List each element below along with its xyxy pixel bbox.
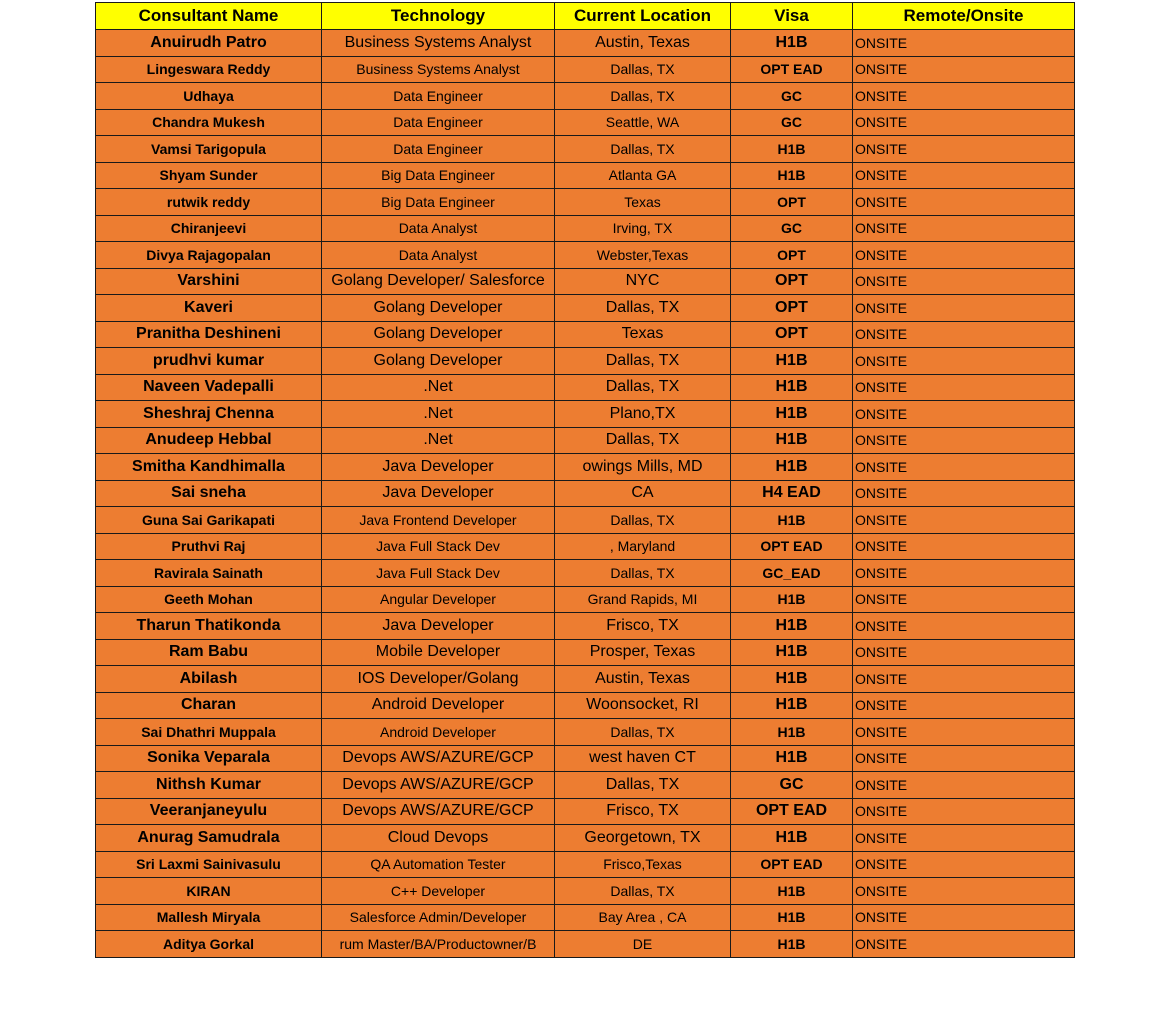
table-row bbox=[96, 904, 1075, 931]
cell-consultant-name[interactable]: Naveen Vadepalli bbox=[96, 374, 322, 401]
cell-technology[interactable]: Golang Developer bbox=[322, 348, 555, 375]
table-row bbox=[96, 268, 1075, 295]
table-row bbox=[96, 189, 1075, 216]
cell-remote-onsite[interactable]: ONSITE bbox=[853, 268, 1075, 295]
cell-visa[interactable]: H1B bbox=[731, 878, 853, 905]
cell-remote-onsite[interactable]: ONSITE bbox=[853, 666, 1075, 693]
cell-current-location[interactable]: Dallas, TX bbox=[555, 878, 731, 905]
cell-remote-onsite[interactable]: ONSITE bbox=[853, 878, 1075, 905]
cell-visa[interactable]: H1B bbox=[731, 30, 853, 57]
cell-technology[interactable]: Devops AWS/AZURE/GCP bbox=[322, 745, 555, 772]
cell-consultant-name[interactable]: Chandra Mukesh bbox=[96, 109, 322, 136]
cell-remote-onsite[interactable]: ONSITE bbox=[853, 639, 1075, 666]
cell-current-location[interactable]: Seattle, WA bbox=[555, 109, 731, 136]
header-current-location[interactable]: Current Location bbox=[555, 3, 731, 30]
cell-technology[interactable]: Java Developer bbox=[322, 480, 555, 507]
cell-current-location[interactable]: Dallas, TX bbox=[555, 56, 731, 83]
table-row bbox=[96, 639, 1075, 666]
cell-current-location[interactable]: Dallas, TX bbox=[555, 83, 731, 110]
cell-current-location[interactable]: owings Mills, MD bbox=[555, 454, 731, 481]
cell-technology[interactable]: Data Analyst bbox=[322, 242, 555, 269]
cell-visa[interactable]: OPT bbox=[731, 189, 853, 216]
cell-remote-onsite[interactable]: ONSITE bbox=[853, 109, 1075, 136]
cell-visa[interactable]: OPT bbox=[731, 295, 853, 322]
cell-remote-onsite[interactable]: ONSITE bbox=[853, 401, 1075, 428]
cell-visa[interactable]: H1B bbox=[731, 692, 853, 719]
cell-remote-onsite[interactable]: ONSITE bbox=[853, 931, 1075, 958]
cell-current-location[interactable]: Austin, Texas bbox=[555, 666, 731, 693]
cell-consultant-name[interactable]: Sai Dhathri Muppala bbox=[96, 719, 322, 746]
cell-remote-onsite[interactable]: ONSITE bbox=[853, 454, 1075, 481]
cell-technology[interactable]: IOS Developer/Golang bbox=[322, 666, 555, 693]
table-row bbox=[96, 427, 1075, 454]
cell-consultant-name[interactable]: Mallesh Miryala bbox=[96, 904, 322, 931]
table-body bbox=[96, 30, 1075, 958]
table-row bbox=[96, 772, 1075, 799]
table-row bbox=[96, 560, 1075, 587]
cell-visa[interactable]: H1B bbox=[731, 825, 853, 852]
cell-remote-onsite[interactable]: ONSITE bbox=[853, 83, 1075, 110]
cell-current-location[interactable]: Webster,Texas bbox=[555, 242, 731, 269]
cell-technology[interactable]: Java Developer bbox=[322, 454, 555, 481]
cell-technology[interactable]: Golang Developer bbox=[322, 321, 555, 348]
table-row bbox=[96, 401, 1075, 428]
cell-remote-onsite[interactable]: ONSITE bbox=[853, 586, 1075, 613]
cell-technology[interactable]: Data Engineer bbox=[322, 83, 555, 110]
cell-technology[interactable]: Data Analyst bbox=[322, 215, 555, 242]
cell-visa[interactable]: H1B bbox=[731, 586, 853, 613]
cell-current-location[interactable]: CA bbox=[555, 480, 731, 507]
consultant-table bbox=[95, 2, 1075, 958]
cell-consultant-name[interactable]: Pruthvi Raj bbox=[96, 533, 322, 560]
cell-visa[interactable]: H1B bbox=[731, 613, 853, 640]
cell-visa[interactable]: H1B bbox=[731, 745, 853, 772]
cell-remote-onsite[interactable]: ONSITE bbox=[853, 798, 1075, 825]
table-row bbox=[96, 136, 1075, 163]
cell-consultant-name[interactable]: prudhvi kumar bbox=[96, 348, 322, 375]
cell-consultant-name[interactable]: Shyam Sunder bbox=[96, 162, 322, 189]
cell-remote-onsite[interactable]: ONSITE bbox=[853, 136, 1075, 163]
cell-technology[interactable]: Android Developer bbox=[322, 692, 555, 719]
cell-current-location[interactable]: DE bbox=[555, 931, 731, 958]
cell-current-location[interactable]: Texas bbox=[555, 321, 731, 348]
cell-current-location[interactable]: Austin, Texas bbox=[555, 30, 731, 57]
table-row bbox=[96, 666, 1075, 693]
cell-consultant-name[interactable]: Ravirala Sainath bbox=[96, 560, 322, 587]
table-row bbox=[96, 30, 1075, 57]
table-row bbox=[96, 215, 1075, 242]
cell-remote-onsite[interactable]: ONSITE bbox=[853, 692, 1075, 719]
cell-current-location[interactable]: Dallas, TX bbox=[555, 427, 731, 454]
cell-remote-onsite[interactable]: ONSITE bbox=[853, 215, 1075, 242]
cell-current-location[interactable]: Irving, TX bbox=[555, 215, 731, 242]
consultant-sheet bbox=[95, 2, 1074, 958]
cell-remote-onsite[interactable]: ONSITE bbox=[853, 772, 1075, 799]
table-row bbox=[96, 533, 1075, 560]
cell-visa[interactable]: H1B bbox=[731, 348, 853, 375]
table-row bbox=[96, 719, 1075, 746]
table-row bbox=[96, 745, 1075, 772]
cell-current-location[interactable]: Dallas, TX bbox=[555, 136, 731, 163]
cell-technology[interactable]: .Net bbox=[322, 427, 555, 454]
cell-technology[interactable]: Java Full Stack Dev bbox=[322, 560, 555, 587]
cell-current-location[interactable]: Grand Rapids, MI bbox=[555, 586, 731, 613]
cell-visa[interactable]: OPT EAD bbox=[731, 798, 853, 825]
cell-remote-onsite[interactable]: ONSITE bbox=[853, 613, 1075, 640]
cell-current-location[interactable]: Dallas, TX bbox=[555, 772, 731, 799]
cell-consultant-name[interactable]: Kaveri bbox=[96, 295, 322, 322]
table-row bbox=[96, 480, 1075, 507]
cell-visa[interactable]: H1B bbox=[731, 719, 853, 746]
cell-consultant-name[interactable]: Sai sneha bbox=[96, 480, 322, 507]
table-row bbox=[96, 162, 1075, 189]
cell-consultant-name[interactable]: Charan bbox=[96, 692, 322, 719]
cell-consultant-name[interactable]: Anudeep Hebbal bbox=[96, 427, 322, 454]
cell-consultant-name[interactable]: Varshini bbox=[96, 268, 322, 295]
header-remote-onsite[interactable]: Remote/Onsite bbox=[853, 3, 1075, 30]
cell-current-location[interactable]: Frisco, TX bbox=[555, 798, 731, 825]
cell-visa[interactable]: GC bbox=[731, 83, 853, 110]
cell-consultant-name[interactable]: Sri Laxmi Sainivasulu bbox=[96, 851, 322, 878]
cell-technology[interactable]: .Net bbox=[322, 374, 555, 401]
table-row bbox=[96, 242, 1075, 269]
cell-visa[interactable]: H1B bbox=[731, 639, 853, 666]
cell-current-location[interactable]: Dallas, TX bbox=[555, 560, 731, 587]
cell-visa[interactable]: H1B bbox=[731, 507, 853, 534]
table-row bbox=[96, 56, 1075, 83]
cell-remote-onsite[interactable]: ONSITE bbox=[853, 295, 1075, 322]
cell-consultant-name[interactable]: Udhaya bbox=[96, 83, 322, 110]
cell-consultant-name[interactable]: Ram Babu bbox=[96, 639, 322, 666]
cell-remote-onsite[interactable]: ONSITE bbox=[853, 480, 1075, 507]
cell-technology[interactable]: Devops AWS/AZURE/GCP bbox=[322, 772, 555, 799]
cell-technology[interactable]: Java Full Stack Dev bbox=[322, 533, 555, 560]
cell-visa[interactable]: GC_EAD bbox=[731, 560, 853, 587]
cell-consultant-name[interactable]: Nithsh Kumar bbox=[96, 772, 322, 799]
cell-current-location[interactable]: Prosper, Texas bbox=[555, 639, 731, 666]
cell-visa[interactable]: H1B bbox=[731, 904, 853, 931]
cell-remote-onsite[interactable]: ONSITE bbox=[853, 745, 1075, 772]
cell-consultant-name[interactable]: Anuirudh Patro bbox=[96, 30, 322, 57]
table-row bbox=[96, 798, 1075, 825]
cell-consultant-name[interactable]: rutwik reddy bbox=[96, 189, 322, 216]
table-row bbox=[96, 931, 1075, 958]
cell-technology[interactable]: Cloud Devops bbox=[322, 825, 555, 852]
cell-technology[interactable]: Angular Developer bbox=[322, 586, 555, 613]
table-row bbox=[96, 109, 1075, 136]
cell-technology[interactable]: Data Engineer bbox=[322, 109, 555, 136]
table-row bbox=[96, 295, 1075, 322]
cell-consultant-name[interactable]: Smitha Kandhimalla bbox=[96, 454, 322, 481]
cell-consultant-name[interactable]: Aditya Gorkal bbox=[96, 931, 322, 958]
cell-current-location[interactable]: Georgetown, TX bbox=[555, 825, 731, 852]
cell-current-location[interactable]: Frisco, TX bbox=[555, 613, 731, 640]
cell-visa[interactable]: GC bbox=[731, 772, 853, 799]
header-technology[interactable]: Technology bbox=[322, 3, 555, 30]
cell-remote-onsite[interactable]: ONSITE bbox=[853, 427, 1075, 454]
cell-technology[interactable]: Mobile Developer bbox=[322, 639, 555, 666]
cell-visa[interactable]: OPT bbox=[731, 321, 853, 348]
cell-remote-onsite[interactable]: ONSITE bbox=[853, 162, 1075, 189]
cell-technology[interactable]: Big Data Engineer bbox=[322, 162, 555, 189]
cell-current-location[interactable]: Dallas, TX bbox=[555, 348, 731, 375]
table-row bbox=[96, 507, 1075, 534]
cell-consultant-name[interactable]: Anurag Samudrala bbox=[96, 825, 322, 852]
cell-technology[interactable]: QA Automation Tester bbox=[322, 851, 555, 878]
table-row bbox=[96, 878, 1075, 905]
cell-remote-onsite[interactable]: ONSITE bbox=[853, 348, 1075, 375]
cell-visa[interactable]: H1B bbox=[731, 666, 853, 693]
cell-remote-onsite[interactable]: ONSITE bbox=[853, 30, 1075, 57]
header-consultant-name[interactable]: Consultant Name bbox=[96, 3, 322, 30]
cell-consultant-name[interactable]: Veeranjaneyulu bbox=[96, 798, 322, 825]
cell-current-location[interactable]: Plano,TX bbox=[555, 401, 731, 428]
cell-visa[interactable]: OPT EAD bbox=[731, 851, 853, 878]
cell-technology[interactable]: Java Frontend Developer bbox=[322, 507, 555, 534]
table-row bbox=[96, 613, 1075, 640]
cell-current-location[interactable]: Woonsocket, RI bbox=[555, 692, 731, 719]
cell-remote-onsite[interactable]: ONSITE bbox=[853, 825, 1075, 852]
cell-consultant-name[interactable]: Vamsi Tarigopula bbox=[96, 136, 322, 163]
cell-technology[interactable]: Data Engineer bbox=[322, 136, 555, 163]
cell-consultant-name[interactable]: Abilash bbox=[96, 666, 322, 693]
cell-visa[interactable]: H1B bbox=[731, 162, 853, 189]
cell-visa[interactable]: GC bbox=[731, 215, 853, 242]
cell-current-location[interactable]: Atlanta GA bbox=[555, 162, 731, 189]
cell-remote-onsite[interactable]: ONSITE bbox=[853, 904, 1075, 931]
cell-technology[interactable]: Big Data Engineer bbox=[322, 189, 555, 216]
table-row bbox=[96, 83, 1075, 110]
cell-technology[interactable]: C++ Developer bbox=[322, 878, 555, 905]
cell-visa[interactable]: H1B bbox=[731, 401, 853, 428]
cell-current-location[interactable]: Dallas, TX bbox=[555, 719, 731, 746]
table-row bbox=[96, 348, 1075, 375]
cell-technology[interactable]: Business Systems Analyst bbox=[322, 30, 555, 57]
cell-visa[interactable]: H1B bbox=[731, 136, 853, 163]
table-row bbox=[96, 454, 1075, 481]
cell-current-location[interactable]: Bay Area , CA bbox=[555, 904, 731, 931]
cell-remote-onsite[interactable]: ONSITE bbox=[853, 321, 1075, 348]
cell-visa[interactable]: H4 EAD bbox=[731, 480, 853, 507]
cell-current-location[interactable]: Texas bbox=[555, 189, 731, 216]
cell-consultant-name[interactable]: Sonika Veparala bbox=[96, 745, 322, 772]
cell-current-location[interactable]: Dallas, TX bbox=[555, 374, 731, 401]
cell-remote-onsite[interactable]: ONSITE bbox=[853, 851, 1075, 878]
cell-remote-onsite[interactable]: ONSITE bbox=[853, 507, 1075, 534]
cell-technology[interactable]: .Net bbox=[322, 401, 555, 428]
cell-consultant-name[interactable]: Lingeswara Reddy bbox=[96, 56, 322, 83]
cell-consultant-name[interactable]: Geeth Mohan bbox=[96, 586, 322, 613]
cell-visa[interactable]: GC bbox=[731, 109, 853, 136]
cell-remote-onsite[interactable]: ONSITE bbox=[853, 374, 1075, 401]
cell-remote-onsite[interactable]: ONSITE bbox=[853, 533, 1075, 560]
cell-remote-onsite[interactable]: ONSITE bbox=[853, 560, 1075, 587]
cell-current-location[interactable]: west haven CT bbox=[555, 745, 731, 772]
cell-technology[interactable]: Business Systems Analyst bbox=[322, 56, 555, 83]
cell-remote-onsite[interactable]: ONSITE bbox=[853, 56, 1075, 83]
cell-visa[interactable]: OPT bbox=[731, 268, 853, 295]
cell-consultant-name[interactable]: Chiranjeevi bbox=[96, 215, 322, 242]
cell-consultant-name[interactable]: Tharun Thatikonda bbox=[96, 613, 322, 640]
cell-technology[interactable]: Golang Developer bbox=[322, 295, 555, 322]
cell-current-location[interactable]: Dallas, TX bbox=[555, 507, 731, 534]
table-row bbox=[96, 825, 1075, 852]
table-row bbox=[96, 586, 1075, 613]
cell-current-location[interactable]: , Maryland bbox=[555, 533, 731, 560]
table-row bbox=[96, 321, 1075, 348]
cell-visa[interactable]: H1B bbox=[731, 454, 853, 481]
cell-current-location[interactable]: NYC bbox=[555, 268, 731, 295]
cell-remote-onsite[interactable]: ONSITE bbox=[853, 242, 1075, 269]
cell-visa[interactable]: H1B bbox=[731, 931, 853, 958]
cell-consultant-name[interactable]: Divya Rajagopalan bbox=[96, 242, 322, 269]
cell-consultant-name[interactable]: Pranitha Deshineni bbox=[96, 321, 322, 348]
cell-technology[interactable]: Android Developer bbox=[322, 719, 555, 746]
cell-current-location[interactable]: Dallas, TX bbox=[555, 295, 731, 322]
cell-technology[interactable]: Devops AWS/AZURE/GCP bbox=[322, 798, 555, 825]
table-row bbox=[96, 692, 1075, 719]
cell-remote-onsite[interactable]: ONSITE bbox=[853, 719, 1075, 746]
cell-technology[interactable]: Java Developer bbox=[322, 613, 555, 640]
cell-visa[interactable]: H1B bbox=[731, 374, 853, 401]
cell-current-location[interactable]: Frisco,Texas bbox=[555, 851, 731, 878]
cell-visa[interactable]: OPT EAD bbox=[731, 533, 853, 560]
cell-technology[interactable]: Golang Developer/ Salesforce bbox=[322, 268, 555, 295]
cell-technology[interactable]: Salesforce Admin/Developer bbox=[322, 904, 555, 931]
header-visa[interactable]: Visa bbox=[731, 3, 853, 30]
cell-technology[interactable]: rum Master/BA/Productowner/B bbox=[322, 931, 555, 958]
cell-remote-onsite[interactable]: ONSITE bbox=[853, 189, 1075, 216]
cell-visa[interactable]: OPT EAD bbox=[731, 56, 853, 83]
table-row bbox=[96, 851, 1075, 878]
cell-visa[interactable]: OPT bbox=[731, 242, 853, 269]
header-row bbox=[96, 3, 1075, 30]
cell-consultant-name[interactable]: Guna Sai Garikapati bbox=[96, 507, 322, 534]
cell-consultant-name[interactable]: Sheshraj Chenna bbox=[96, 401, 322, 428]
cell-visa[interactable]: H1B bbox=[731, 427, 853, 454]
cell-consultant-name[interactable]: KIRAN bbox=[96, 878, 322, 905]
table-row bbox=[96, 374, 1075, 401]
